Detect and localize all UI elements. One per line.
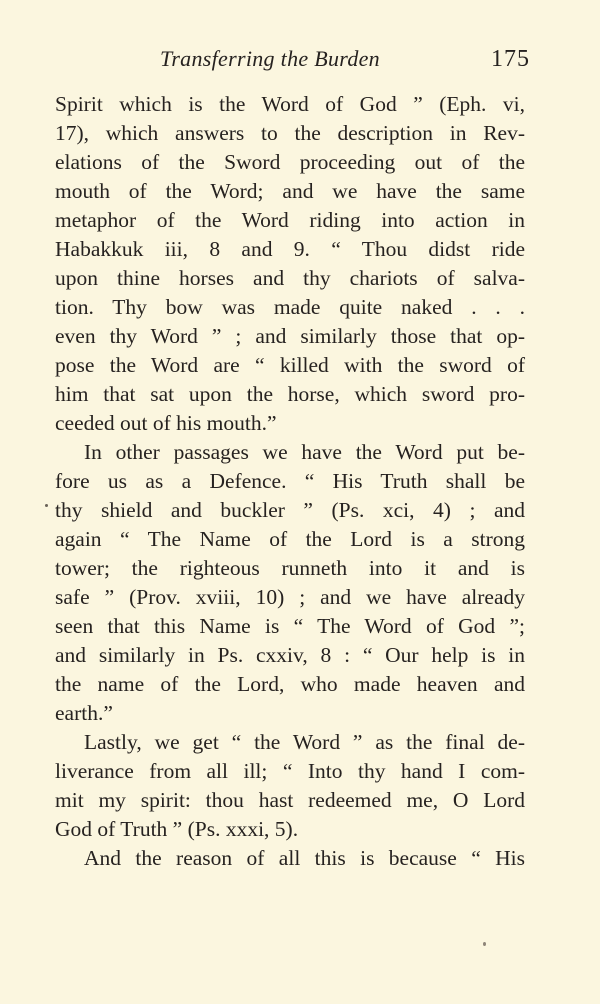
text-line: upon thine horses and thy chariots of salva- — [55, 266, 525, 290]
text-line: earth.” — [55, 701, 113, 725]
text-line: tion. Thy bow was made quite naked . . . — [55, 295, 525, 319]
ink-speck — [45, 504, 48, 507]
text-line: even thy Word ” ; and similarly those that op- — [55, 324, 525, 348]
text-line: And the reason of all this is because “ His — [84, 846, 525, 870]
text-line: thy shield and buckler ” (Ps. xci, 4) ; and — [55, 498, 525, 522]
text-line: elations of the Sword proceeding out of the — [55, 150, 525, 174]
text-line: pose the Word are “ killed with the sword of — [55, 353, 525, 377]
text-line: safe ” (Prov. xviii, 10) ; and we have already — [55, 585, 525, 609]
text-line: fore us as a Defence. “ His Truth shall be — [55, 469, 525, 493]
text-line: Lastly, we get “ the Word ” as the final de- — [84, 730, 525, 754]
text-line: the name of the Lord, who made heaven and — [55, 672, 525, 696]
text-line: 17), which answers to the description in Rev- — [55, 121, 525, 145]
text-line: liverance from all ill; “ Into thy hand I com- — [55, 759, 525, 783]
running-title: Transferring the Burden — [160, 46, 380, 71]
text-line: Habakkuk iii, 8 and 9. “ Thou didst ride — [55, 237, 525, 261]
text-line: tower; the righteous runneth into it and is — [55, 556, 525, 580]
text-line: seen that this Name is “ The Word of God ”; — [55, 614, 525, 638]
text-line: metaphor of the Word riding into action in — [55, 208, 525, 232]
text-line: mouth of the Word; and we have the same — [55, 179, 525, 203]
text-line: him that sat upon the horse, which sword pro- — [55, 382, 525, 406]
text-line: Spirit which is the Word of God ” (Eph. vi, — [55, 92, 525, 116]
text-line: mit my spirit: thou hast redeemed me, O Lord — [55, 788, 525, 812]
text-line: ceeded out of his mouth.” — [55, 411, 277, 435]
text-line: and similarly in Ps. cxxiv, 8 : “ Our help is in — [55, 643, 525, 667]
page-header — [160, 46, 530, 80]
page-number: 175 — [491, 46, 530, 72]
text-line: again “ The Name of the Lord is a strong — [55, 527, 525, 551]
text-line: God of Truth ” (Ps. xxxi, 5). — [55, 817, 299, 841]
body-text — [55, 90, 525, 873]
ink-speck — [483, 942, 486, 946]
text-line: In other passages we have the Word put be- — [84, 440, 525, 464]
